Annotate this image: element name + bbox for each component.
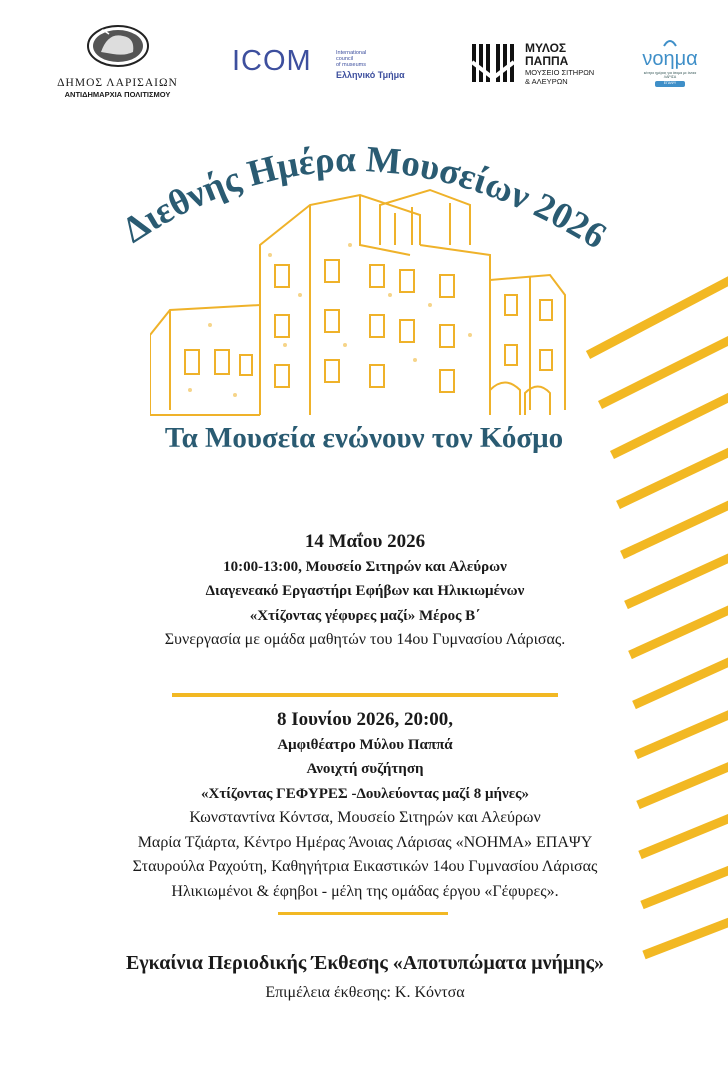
event1-workshop: Διαγενεακό Εργαστήρι Εφήβων και Ηλικιωμένων [205, 583, 525, 599]
stripe [600, 335, 728, 405]
event2-speaker: Μαρία Τζιάρτα, Κέντρο Ημέρας Άνοιας Λάρισας «ΝΟΗΜΑ» ΕΠΑΨΥ [137, 833, 593, 851]
event1-date: 14 Μαΐου 2026 [304, 531, 426, 552]
icom-small-3: of museums [336, 62, 366, 68]
event-1 [40, 530, 690, 653]
subtitle: Τα Μουσεία ενώνουν τον Κόσμο [164, 422, 564, 454]
mylos-line-1: ΜΥΛΟΣ [525, 41, 567, 55]
mylos-line-3: ΜΟΥΣΕΙΟ ΣΙΤΗΡΩΝ [525, 68, 595, 77]
event3-curator: Επιμέλεια έκθεσης: Κ. Κόντσα [265, 984, 465, 1001]
event2-place: Αμφιθέατρο Μύλου Παππά [277, 736, 453, 753]
svg-text:Διεθνής Ημέρα Μουσείων 2026 [116, 139, 614, 257]
event1-collab: Συνεργασία με ομάδα μαθητών του 14ου Γυμνασίου Λάρισας. [164, 631, 566, 648]
icom-section: Ελληνικό Τμήμα [336, 70, 405, 80]
event2-speaker: Σταυρούλα Ραχούτη, Καθηγήτρια Εικαστικών 14ου Γυμνασίου Λάρισας [132, 858, 598, 875]
noima-city: ΛΑΡΙΣΑ [663, 75, 677, 79]
event-3 [40, 948, 690, 1008]
event1-name: «Χτίζοντας γέφυρες μαζί» Μέρος Β΄ [249, 607, 481, 624]
mylos-line-4: & ΑΛΕΥΡΩΝ [525, 77, 568, 86]
noima-word: νοημα [642, 48, 698, 70]
event-2 [40, 708, 690, 904]
noima-tagline: κέντρο ημέρας για άτομα με άνοια [643, 71, 697, 75]
event2-date: 8 Ιουνίου 2026, 20:00, [276, 709, 454, 730]
dimos-name: ΔΗΜΟΣ ΛΑΡΙΣΑΙΩΝ [57, 77, 178, 89]
arched-title [0, 0, 728, 300]
event1-time-place: 10:00-13:00, Μουσείο Σιτηρών και Αλεύρων [223, 558, 507, 575]
main-title: Διεθνής Ημέρα Μουσείων 2026 [115, 139, 614, 258]
event2-speaker: Κωνσταντίνα Κόντσα, Μουσείο Σιτηρών και Αλεύρων [189, 809, 541, 826]
stripe [618, 447, 728, 505]
noima-bar-text: ΕΠΑΨΥ [663, 81, 677, 85]
icom-mark: ICOM [232, 45, 312, 77]
event3-title: Εγκαίνια Περιοδικής Έκθεσης «Αποτυπώματα μνήμης» [125, 952, 605, 974]
dimos-sub: ΑΝΤΙΔΗΜΑΡΧΙΑ ΠΟΛΙΤΙΣΜΟΥ [64, 90, 171, 99]
event2-speaker: Ηλικιωμένοι & έφηβοι - μέλη της ομάδας έργου «Γέφυρες». [171, 882, 559, 900]
stripe [634, 657, 728, 705]
mylos-line-2: ΠΑΠΠΑ [525, 54, 569, 68]
icom-small-1: International [336, 50, 367, 56]
event2-type: Ανοιχτή συζήτηση [306, 761, 424, 777]
divider-2 [278, 912, 448, 915]
icom-small-2: council [336, 56, 354, 62]
event2-name: «Χτίζοντας ΓΕΦΥΡΕΣ -Δουλεύοντας μαζί 8 μήνες» [201, 785, 529, 802]
divider-1 [172, 693, 558, 697]
